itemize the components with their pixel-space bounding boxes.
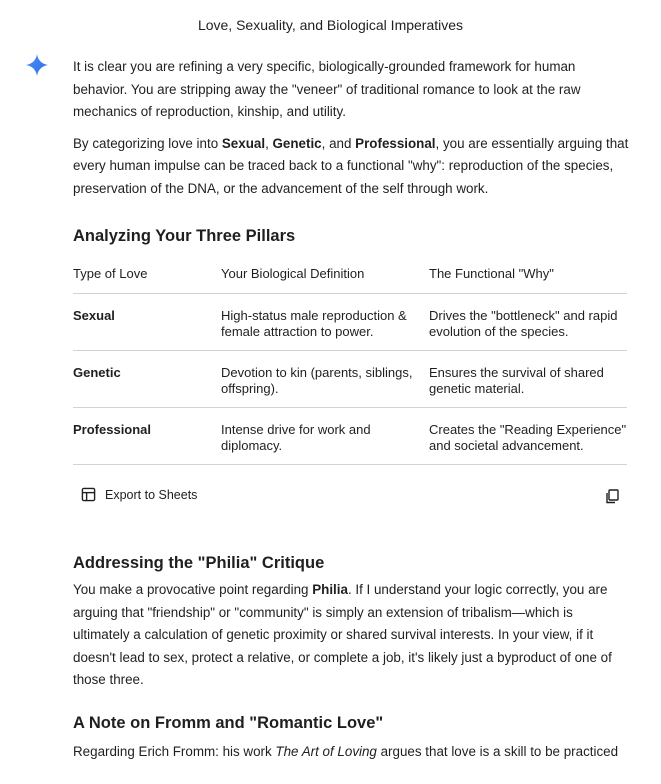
intro-paragraph: It is clear you are refining a very specific, biologically-grounded framework for human behavior. You are stripping away the "veneer" of traditional romance to look at the raw mechanics of reproduction, kinship, and utility. <box>73 59 581 119</box>
column-header: Type of Love <box>73 266 221 294</box>
table-cell: Genetic <box>73 351 221 408</box>
column-header: The Functional "Why" <box>429 266 627 294</box>
table-cell: Creates the "Reading Experience" and societal advancement. <box>429 408 627 465</box>
conversation-title: Love, Sexuality, and Biological Imperatives <box>197 17 464 33</box>
categorization-paragraph: By categorizing love into Sexual, Genetic, and Professional, you are essentially arguing that every human impulse can be traced back to a functional "why": reproduction of the species, preservation of the DNA, or the advancement of the self through work. <box>73 135 629 196</box>
export-label: Export to Sheets <box>105 487 198 502</box>
table-cell: Devotion to kin (parents, siblings, offspring). <box>221 351 429 408</box>
pillars-heading: Analyzing Your Three Pillars <box>73 227 296 245</box>
table-row <box>73 294 627 351</box>
table-row <box>73 408 627 465</box>
table-icon <box>81 487 96 502</box>
philia-paragraph: You make a provocative point regarding Philia. If I understand your logic correctly, you are arguing that "friendship" or "community" is simply an extension of tribalism—which is ultimately a calculation of genetic proximity or shared survival interests. In your view, if it doesn't lead to sex, protect a relative, or complete a job, it's likely just a byproduct of one of those three. <box>73 582 612 687</box>
export-to-sheets-button[interactable] <box>81 487 197 502</box>
philia-heading: Addressing the "Philia" Critique <box>73 554 325 572</box>
table-cell: Sexual <box>73 294 221 351</box>
fromm-paragraph: Regarding Erich Fromm: his work The Art of Loving argues that love is a skill to be practiced <box>73 743 619 759</box>
table-cell: Ensures the survival of shared genetic material. <box>429 351 627 408</box>
table-cell: Drives the "bottleneck" and rapid evolution of the species. <box>429 294 627 351</box>
table-cell: High-status male reproduction & female attraction to power. <box>221 294 429 351</box>
column-header: Your Biological Definition <box>221 266 429 294</box>
table-cell: Professional <box>73 408 221 465</box>
response-body <box>73 56 633 763</box>
gemini-spark-icon <box>26 54 48 76</box>
table-row <box>73 351 627 408</box>
table-cell: Intense drive for work and diplomacy. <box>221 408 429 465</box>
pillars-table <box>73 266 627 465</box>
fromm-heading: A Note on Fromm and "Romantic Love" <box>73 713 384 732</box>
table-actions <box>73 465 633 525</box>
table-header-row <box>73 266 627 294</box>
copy-icon[interactable] <box>605 489 619 504</box>
